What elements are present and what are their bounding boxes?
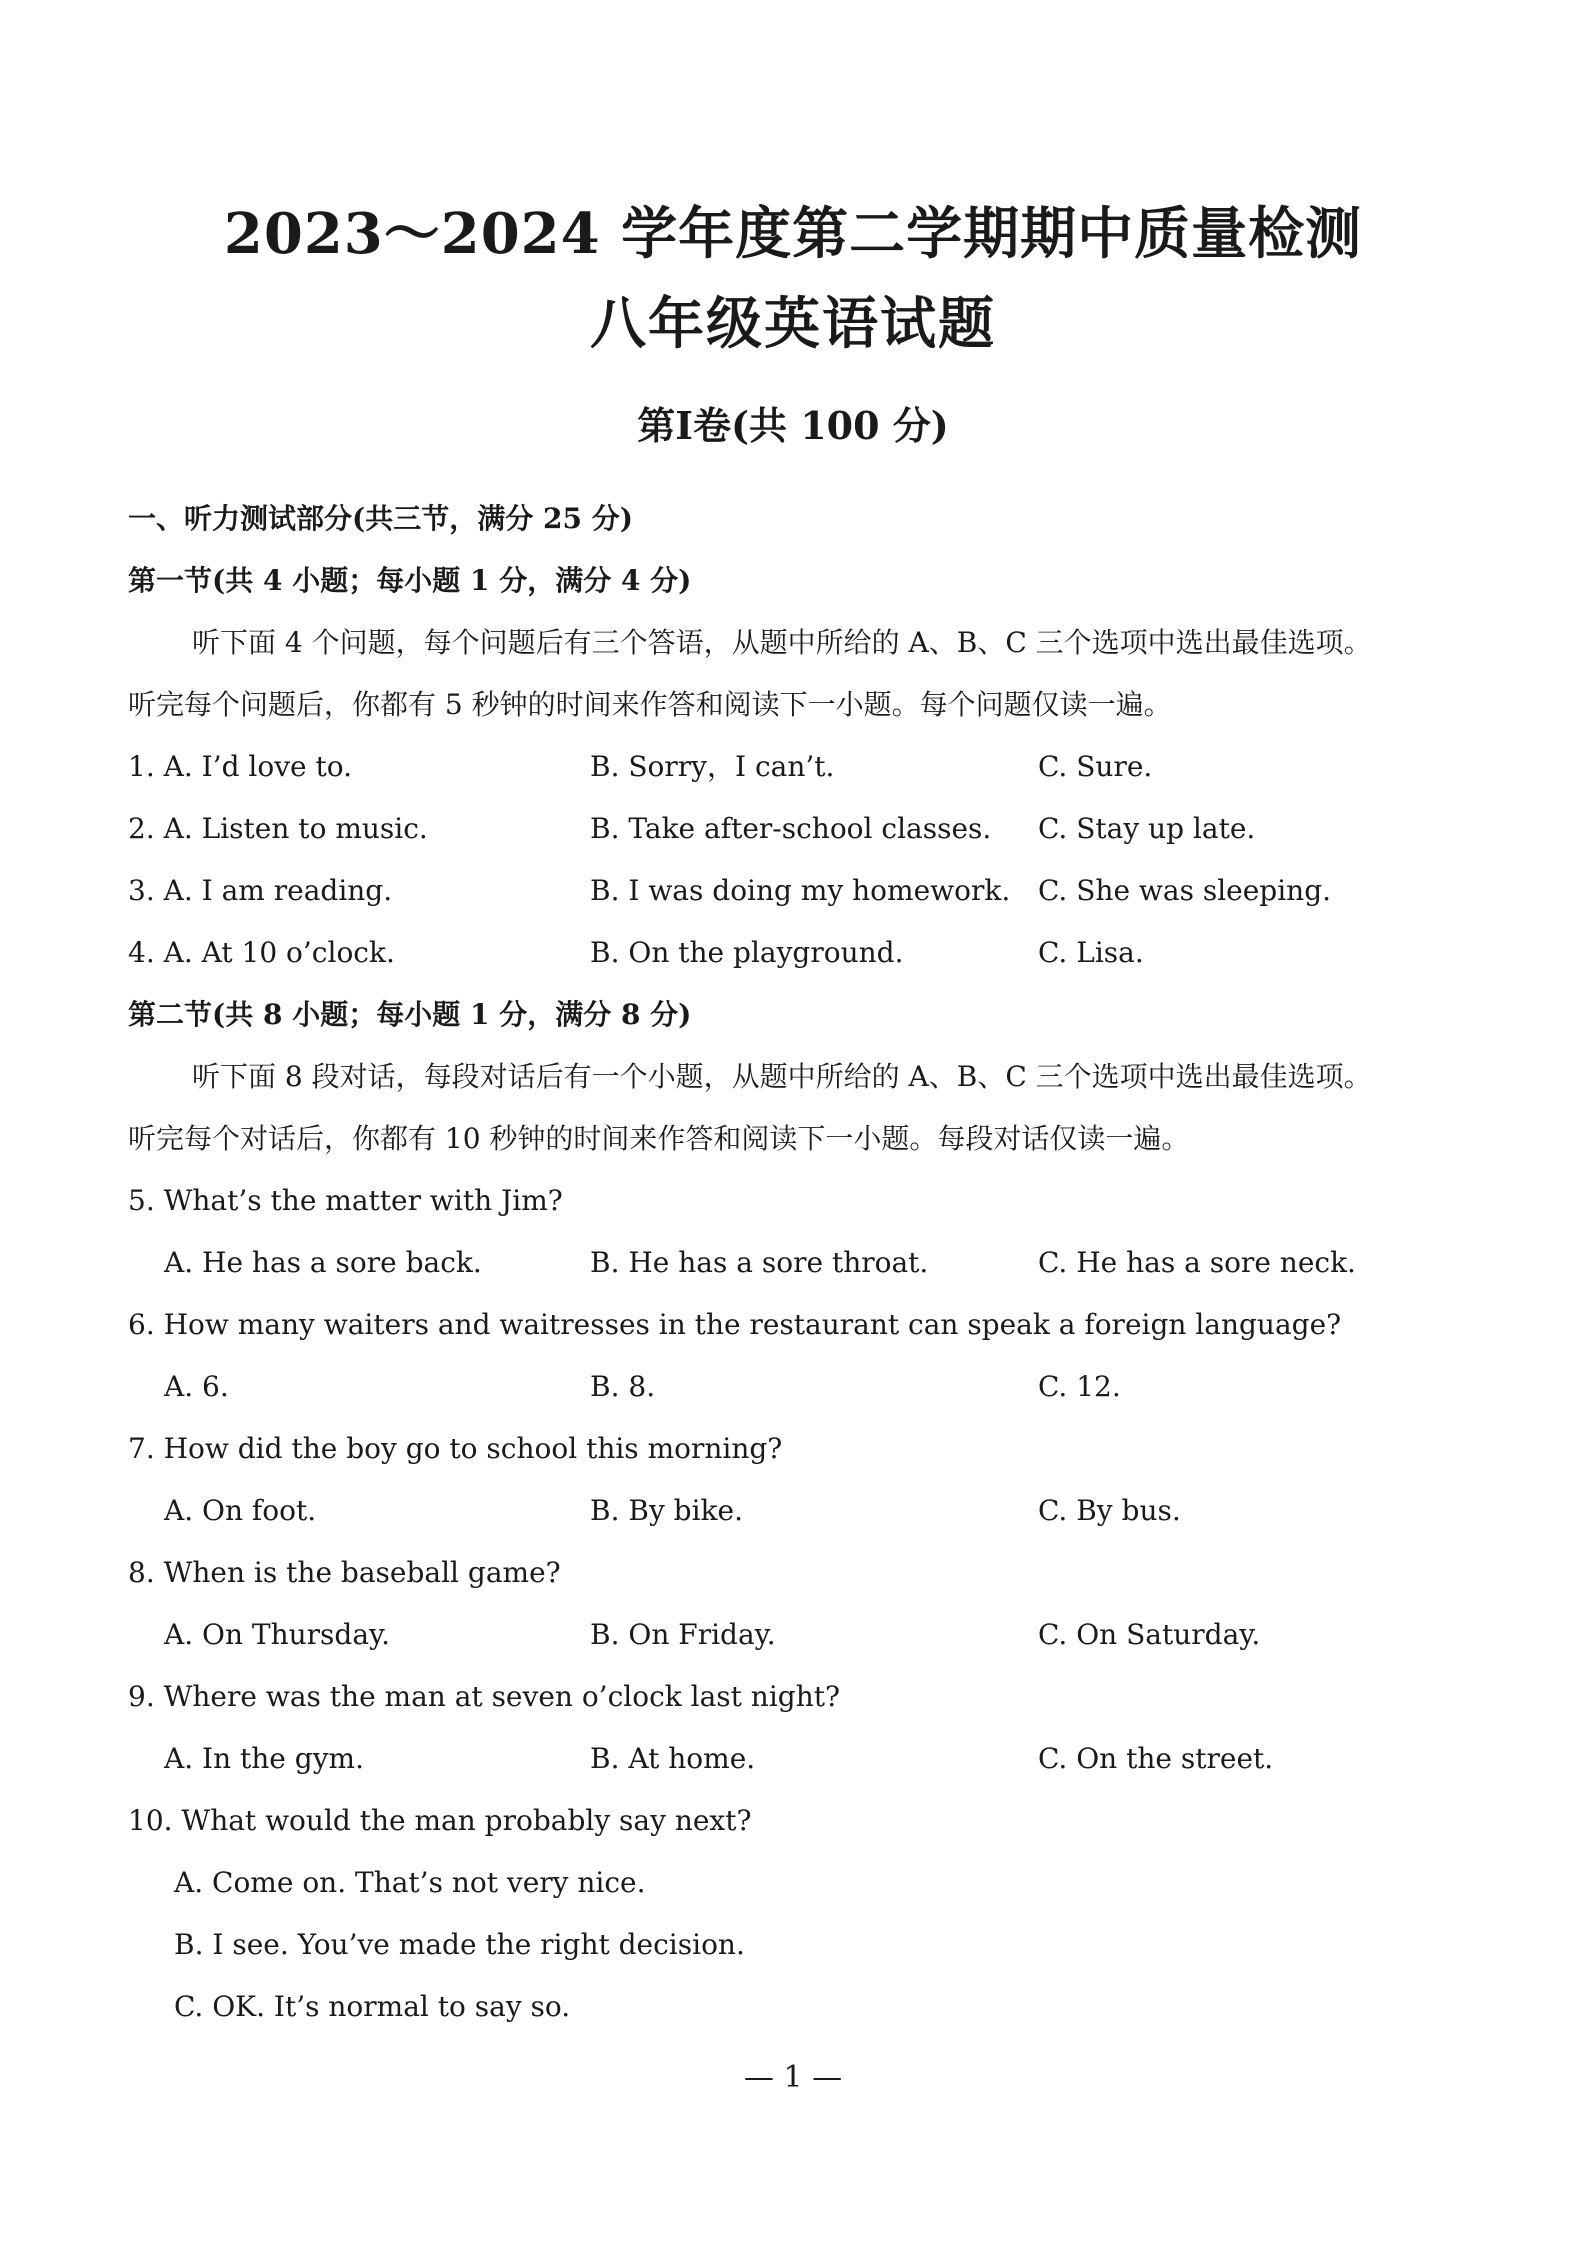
part-heading: 一、听力测试部分(共三节，满分 25 分) [128, 502, 633, 535]
option-c: C. On Saturday. [1038, 1618, 1261, 1651]
volume-heading: 第Ⅰ卷(共 100 分) [637, 403, 949, 448]
option-c: C. She was sleeping. [1038, 874, 1332, 907]
question-row [128, 736, 1488, 798]
option-b: B. On the playground. [590, 936, 904, 969]
option-b: B. I see. You’ve made the right decision. [174, 1928, 745, 1961]
exam-subtitle: 八年级英语试题 [590, 291, 996, 357]
page-number: — 1 — [743, 2060, 843, 2095]
option-c: C. Lisa. [1038, 936, 1144, 969]
option-c: C. 12. [1038, 1370, 1121, 1403]
option-b: B. By bike. [590, 1494, 743, 1527]
option-a: A. On foot. [164, 1494, 317, 1527]
question-options [128, 1356, 1488, 1418]
section1-instruction-2: 听完每个问题后，你都有 5 秒钟的时间来作答和阅读下一小题。每个问题仅读一遍。 [128, 688, 1172, 721]
section2-heading: 第二节(共 8 小题；每小题 1 分，满分 8 分) [128, 998, 692, 1031]
option-a: 1. A. I’d love to. [128, 750, 353, 783]
question-row [128, 798, 1488, 860]
question-stem: 7. How did the boy go to school this morning? [128, 1432, 783, 1465]
exam-content [128, 488, 1488, 2038]
option-c: C. OK. It’s normal to say so. [174, 1990, 571, 2023]
section1-instruction-1: 听下面 4 个问题，每个问题后有三个答语，从题中所给的 A、B、C 三个选项中选出最佳选项。 [192, 626, 1372, 659]
option-b: B. I was doing my homework. [590, 874, 1011, 907]
exam-title: 2023～2024 学年度第二学期期中质量检测 [223, 201, 1363, 267]
option-c: C. On the street. [1038, 1742, 1274, 1775]
option-c: C. He has a sore neck. [1038, 1246, 1356, 1279]
option-c: C. Stay up late. [1038, 812, 1256, 845]
section2-instruction-1: 听下面 8 段对话，每段对话后有一个小题，从题中所给的 A、B、C 三个选项中选出最佳选项。 [192, 1060, 1372, 1093]
option-a: A. On Thursday. [164, 1618, 391, 1651]
option-a: 4. A. At 10 o’clock. [128, 936, 395, 969]
question-options [128, 1604, 1488, 1666]
option-b: B. 8. [590, 1370, 656, 1403]
question-stem: 5. What’s the matter with Jim? [128, 1184, 563, 1217]
option-c: C. By bus. [1038, 1494, 1181, 1527]
question-row [128, 922, 1488, 984]
question-stem: 6. How many waiters and waitresses in the restaurant can speak a foreign language? [128, 1308, 1342, 1341]
option-b: B. Take after-school classes. [590, 812, 992, 845]
question-stem: 8. When is the baseball game? [128, 1556, 561, 1589]
option-c: C. Sure. [1038, 750, 1153, 783]
option-a: 2. A. Listen to music. [128, 812, 428, 845]
option-b: B. He has a sore throat. [590, 1246, 929, 1279]
option-b: B. On Friday. [590, 1618, 776, 1651]
option-a: A. He has a sore back. [164, 1246, 482, 1279]
question-options [128, 1480, 1488, 1542]
question-options [128, 1728, 1488, 1790]
section1-heading: 第一节(共 4 小题；每小题 1 分，满分 4 分) [128, 564, 692, 597]
option-b: B. Sorry，I can’t. [590, 750, 835, 783]
question-stem: 9. Where was the man at seven o’clock last night? [128, 1680, 841, 1713]
question-options [128, 1232, 1488, 1294]
question-row [128, 860, 1488, 922]
option-a: A. In the gym. [164, 1742, 364, 1775]
option-a: A. 6. [164, 1370, 229, 1403]
option-a: A. Come on. That’s not very nice. [174, 1866, 646, 1899]
option-a: 3. A. I am reading. [128, 874, 393, 907]
section2-instruction-2: 听完每个对话后，你都有 10 秒钟的时间来作答和阅读下一小题。每段对话仅读一遍。 [128, 1122, 1190, 1155]
question-stem: 10. What would the man probably say next? [128, 1804, 752, 1837]
option-b: B. At home. [590, 1742, 756, 1775]
